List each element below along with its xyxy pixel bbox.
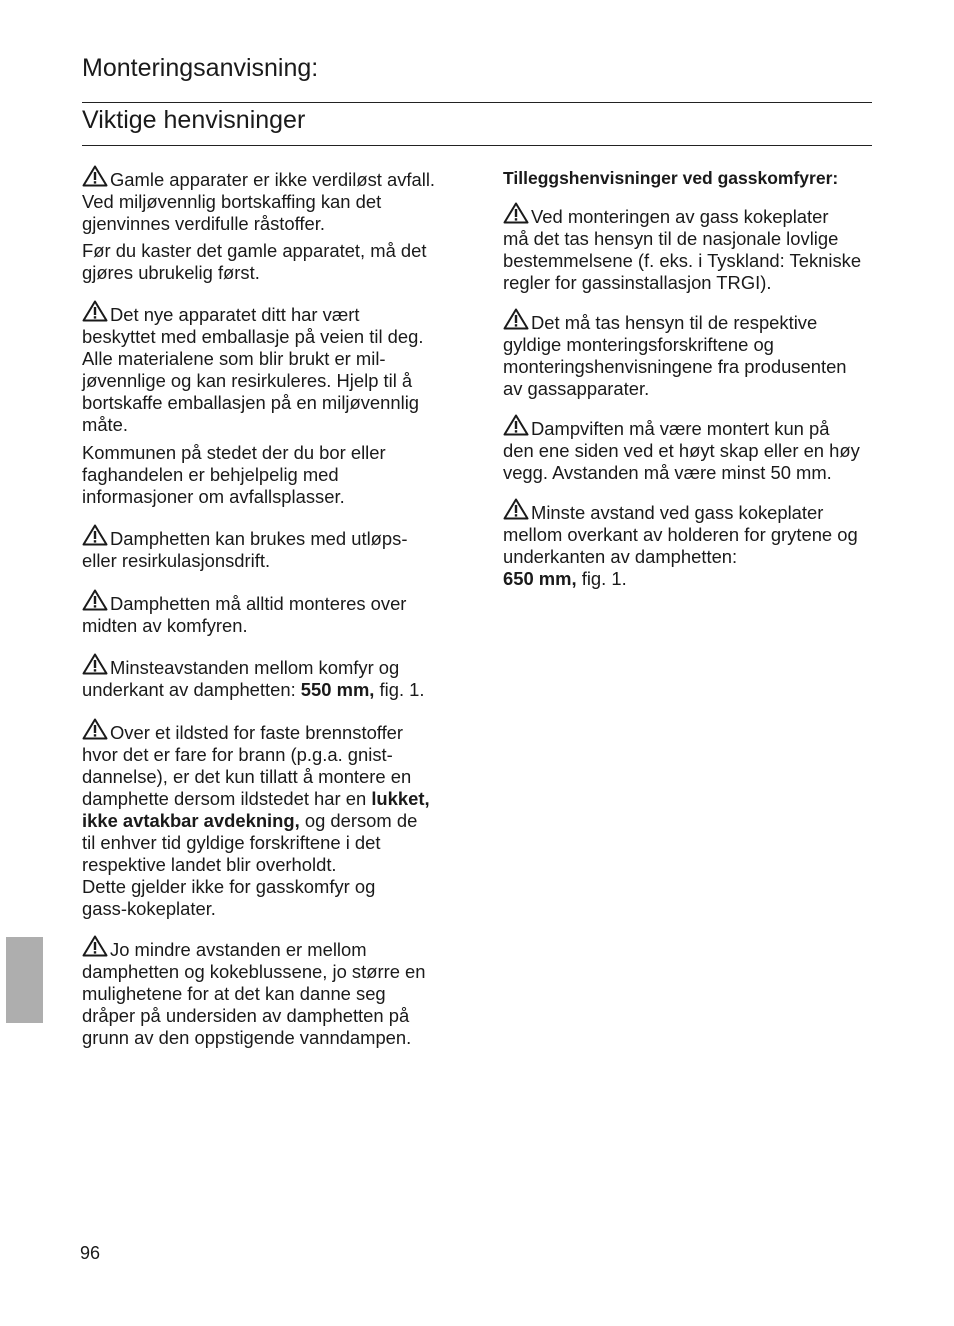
warning-icon: [82, 524, 108, 546]
note-municipality: Kommunen på stedet der du bor eller faghandelen er behjelpelig med informasjoner om avfallsplasser.: [82, 442, 386, 507]
note-gas-regulations: Ved monteringen av gass kokeplater må det tas hensyn til de nasjonale lovlige bestemmelsene (f. eks. i Tyskland: Tekniske regler for gassinstallasjon TRGI).: [503, 202, 875, 294]
warning-icon: [82, 589, 108, 611]
note-disable-old: Før du kaster det gamle apparatet, må det gjøres ubrukelig først.: [82, 240, 427, 283]
warning-icon: [503, 498, 529, 520]
page-title: Monteringsanvisning:: [82, 54, 319, 82]
gas-notes-heading: Tilleggshenvisninger ved gasskomfyrer:: [503, 168, 839, 188]
note-manufacturer-rules: Det må tas hensyn til de respektive gyldige monteringsforskriftene og monteringshenvisningene fra produsenten av gassapparater.: [503, 308, 875, 400]
left-column: [82, 165, 450, 1049]
note-solid-fuel: Over et ildsted for faste brennstoffer hvor det er fare for brann (p.g.a. gnist- dannelse), er det kun tillatt å montere en damphette dersom ildstedet har en lukket, ikke avtakbar avdekning, og dersom de til enhver tid gyldige forskriftene i det respektive landet blir overholdt. Dette gjelder ikke for gasskomfyr og gass-kokeplater.: [82, 718, 450, 920]
warning-icon: [82, 300, 108, 322]
note-old-appliances: Gamle apparater er ikke verdiløst avfall. Ved miljøvennlig bortskaffing kan det gjenvinnes verdifulle råstoffer.: [82, 165, 450, 235]
note-operation-mode: Damphetten kan brukes med utløps- eller resirkulasjonsdrift.: [82, 524, 450, 572]
note-center-mounting: Damphetten må alltid monteres over midten av komfyren.: [82, 589, 450, 637]
warning-icon: [503, 308, 529, 330]
warning-icon: [503, 202, 529, 224]
warning-icon: [82, 165, 108, 187]
note-condensation: Jo mindre avstanden er mellom damphetten og kokeblussene, jo større en mulighetene for at det kan danne seg dråper på undersiden av damphetten på grunn av den oppstigende vanndampen.: [82, 935, 450, 1049]
note-min-distance: Minsteavstanden mellom komfyr og underkant av damphetten: 550 mm, fig. 1.: [82, 653, 450, 701]
right-column: [503, 165, 875, 590]
page-number: 96: [80, 1243, 101, 1263]
section-title: Viktige henvisninger: [82, 106, 306, 134]
header-rule-bottom: [82, 145, 872, 146]
note-packaging: Det nye apparatet ditt har vært beskyttet med emballasje på veien til deg. Alle materialene som blir brukt er mil- jøvennlige og kan resirkuleres. Hjelp til å bortskaffe emballasjen på en miljøvennlig måte.: [82, 300, 450, 436]
warning-icon: [82, 653, 108, 675]
warning-icon: [503, 414, 529, 436]
warning-icon: [82, 935, 108, 957]
header-rule-top: [82, 102, 872, 103]
warning-icon: [82, 718, 108, 740]
chapter-tab-marker: [6, 937, 43, 1023]
note-gas-min-distance: Minste avstand ved gass kokeplater mellom overkant av holderen for grytene og underkanten av damphetten: 650 mm, fig. 1.: [503, 498, 875, 590]
note-side-mounting: Dampviften må være montert kun på den ene siden ved et høyt skap eller en høy vegg. Avstanden må være minst 50 mm.: [503, 414, 875, 484]
